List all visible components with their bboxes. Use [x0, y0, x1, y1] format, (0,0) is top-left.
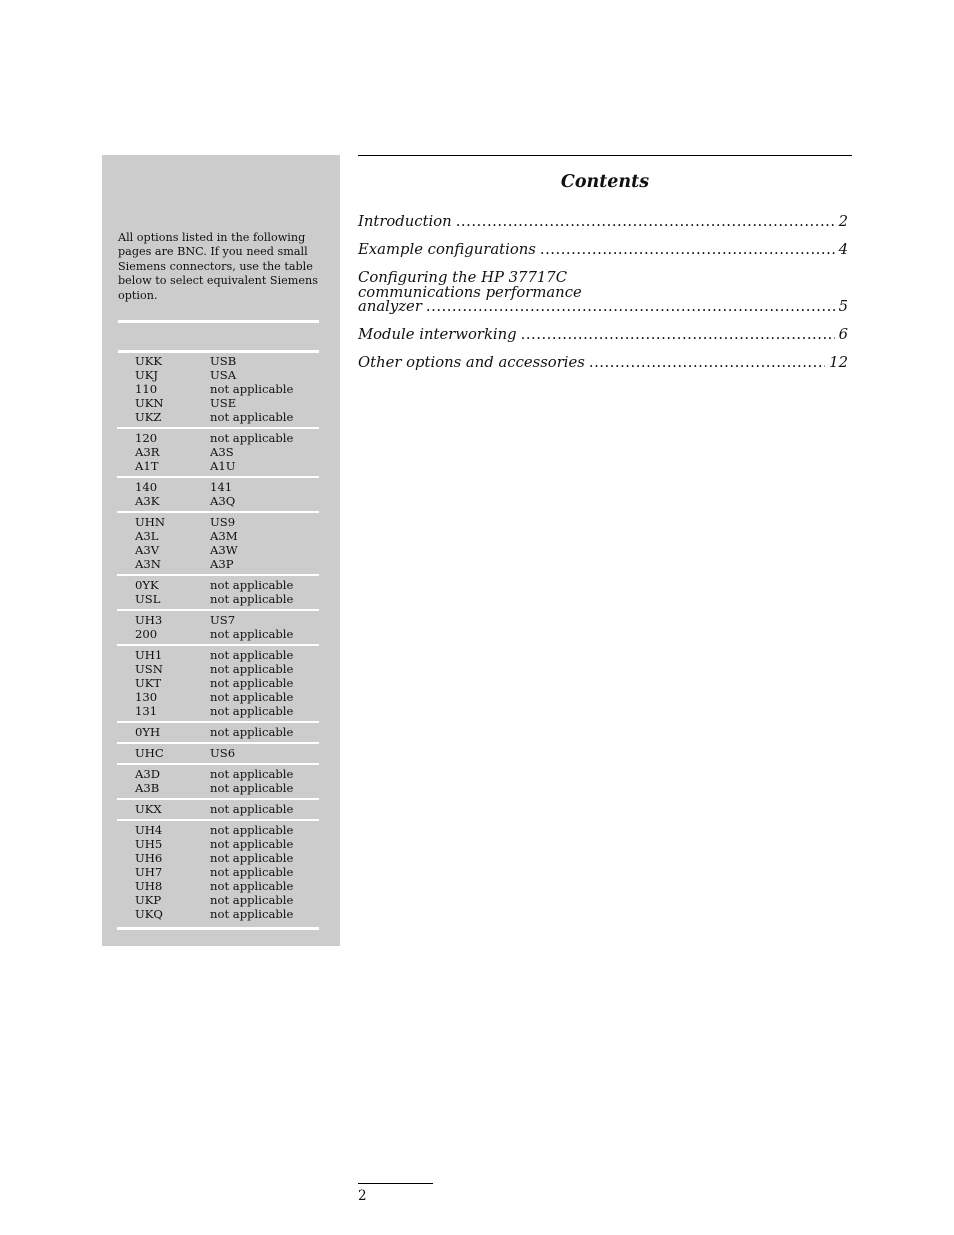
option-group [117, 800, 319, 821]
footer-rule [358, 1183, 433, 1184]
option-group [117, 611, 319, 646]
bnc-option-code: 130 [135, 690, 158, 704]
siemens-option-code: not applicable [210, 781, 294, 795]
bnc-option-code: 0YK [135, 578, 159, 592]
bnc-option-code: UKN [135, 396, 164, 410]
siemens-option-code: 141 [210, 480, 233, 494]
option-row [117, 396, 319, 410]
option-row [117, 851, 319, 865]
toc-entry-label: Other options and accessories [358, 354, 585, 371]
siemens-option-code: not applicable [210, 851, 294, 865]
siemens-option-code: not applicable [210, 893, 294, 907]
toc-entry-page: 4 [838, 241, 848, 258]
option-row [117, 648, 319, 662]
option-row [117, 690, 319, 704]
siemens-option-code: A3P [210, 557, 234, 571]
option-row [117, 837, 319, 851]
bnc-option-code: 120 [135, 431, 158, 445]
options-sidebar [102, 155, 340, 946]
siemens-option-code: not applicable [210, 837, 294, 851]
option-row [117, 613, 319, 627]
option-row [117, 704, 319, 718]
bnc-option-code: USN [135, 662, 163, 676]
option-row [117, 494, 319, 508]
siemens-option-code: not applicable [210, 690, 294, 704]
siemens-option-code: not applicable [210, 382, 294, 396]
bnc-option-code: UKX [135, 802, 162, 816]
toc-entry-label-line: communications performance [358, 283, 582, 301]
bnc-option-code: UKP [135, 893, 162, 907]
bnc-option-code: USL [135, 592, 161, 606]
contents-top-rule [358, 155, 852, 156]
option-row [117, 368, 319, 382]
dot-leader [589, 356, 825, 371]
siemens-option-code: not applicable [210, 662, 294, 676]
siemens-option-code: USA [210, 368, 237, 382]
bnc-option-code: UKQ [135, 907, 163, 921]
option-row [117, 879, 319, 893]
bnc-option-code: UKJ [135, 368, 159, 382]
option-row [117, 865, 319, 879]
option-row [117, 480, 319, 494]
option-group [117, 429, 319, 478]
siemens-option-code: A1U [210, 459, 236, 473]
bnc-option-code: UKT [135, 676, 162, 690]
option-row [117, 662, 319, 676]
option-row [117, 578, 319, 592]
bnc-option-code: UH8 [135, 879, 163, 893]
option-row [117, 515, 319, 529]
toc-entry-label: analyzer [358, 298, 422, 315]
option-row [117, 529, 319, 543]
option-row [117, 592, 319, 606]
bnc-option-code: UH1 [135, 648, 163, 662]
siemens-option-code: not applicable [210, 725, 294, 739]
option-group [117, 478, 319, 513]
siemens-option-code: not applicable [210, 648, 294, 662]
sidebar-intro-text: All options listed in the following pages are BNC. If you need small Siemens connectors, use the table below to select equivalent Siemens option. [118, 231, 318, 302]
toc-entry-label-line: Configuring the HP 37717C [358, 269, 568, 286]
option-row [117, 627, 319, 641]
option-group [117, 646, 319, 723]
bnc-option-code: 0YH [135, 725, 161, 739]
option-group [117, 765, 319, 800]
option-row [117, 907, 319, 921]
sidebar-divider [118, 320, 319, 323]
page-number: 2 [358, 1188, 367, 1204]
table-of-contents [358, 215, 848, 384]
siemens-option-code: USE [210, 396, 237, 410]
siemens-option-code: not applicable [210, 879, 294, 893]
bnc-option-code: UKZ [135, 410, 162, 424]
siemens-option-code: not applicable [210, 431, 294, 445]
toc-entry[interactable] [358, 243, 848, 258]
toc-entry-page: 6 [838, 326, 848, 343]
siemens-option-code: US6 [210, 746, 236, 760]
siemens-option-code: A3Q [210, 494, 236, 508]
siemens-option-code: not applicable [210, 823, 294, 837]
siemens-option-code: not applicable [210, 802, 294, 816]
option-row [117, 893, 319, 907]
toc-entry-label: Module interworking [358, 326, 517, 343]
option-row [117, 557, 319, 571]
option-row [117, 676, 319, 690]
option-group [117, 352, 319, 429]
bnc-option-code: 140 [135, 480, 158, 494]
bnc-option-code: A3V [135, 543, 160, 557]
option-row [117, 543, 319, 557]
siemens-option-code: not applicable [210, 865, 294, 879]
siemens-option-code: A3S [210, 445, 234, 459]
bnc-option-code: A3D [135, 767, 161, 781]
bnc-option-code: A3N [135, 557, 161, 571]
option-group [117, 513, 319, 576]
option-row [117, 802, 319, 816]
bnc-option-code: A3L [135, 529, 159, 543]
option-group [117, 723, 319, 744]
bnc-option-code: UH6 [135, 851, 163, 865]
siemens-option-code: not applicable [210, 410, 294, 424]
bnc-option-code: A1T [135, 459, 159, 473]
bnc-option-code: 131 [135, 704, 158, 718]
option-row [117, 354, 319, 368]
option-row [117, 382, 319, 396]
siemens-option-code: not applicable [210, 592, 294, 606]
toc-entry-label: Example configurations [358, 241, 536, 258]
option-group [117, 821, 319, 930]
siemens-option-code: US7 [210, 613, 236, 627]
siemens-option-code: A3M [210, 529, 238, 543]
option-group [117, 576, 319, 611]
siemens-option-code: USB [210, 354, 237, 368]
bnc-option-code: UKK [135, 354, 163, 368]
siemens-option-code: not applicable [210, 676, 294, 690]
dot-leader [540, 243, 835, 258]
option-row [117, 431, 319, 445]
siemens-option-code: not applicable [210, 767, 294, 781]
contents-title: Contents [560, 172, 650, 192]
dot-leader [521, 328, 835, 343]
dot-leader [426, 300, 835, 315]
siemens-option-code: US9 [210, 515, 236, 529]
toc-entry[interactable] [358, 215, 848, 230]
bnc-option-code: UHN [135, 515, 166, 529]
bnc-option-code: UH3 [135, 613, 163, 627]
option-row [117, 459, 319, 473]
bnc-option-code: 110 [135, 382, 158, 396]
siemens-option-code: not applicable [210, 907, 294, 921]
bnc-option-code: UH4 [135, 823, 163, 837]
option-row [117, 410, 319, 424]
toc-entry[interactable] [358, 356, 848, 371]
bnc-option-code: A3K [135, 494, 160, 508]
bnc-option-code: 200 [135, 627, 158, 641]
siemens-option-code: not applicable [210, 704, 294, 718]
toc-entry[interactable] [358, 271, 848, 315]
option-row [117, 823, 319, 837]
option-row [117, 767, 319, 781]
siemens-option-code: not applicable [210, 627, 294, 641]
siemens-option-code: A3W [210, 543, 238, 557]
toc-entry-page: 5 [838, 298, 848, 315]
toc-entry-label: Introduction [358, 213, 452, 230]
bnc-option-code: UHC [135, 746, 164, 760]
option-group [117, 744, 319, 765]
siemens-option-code: not applicable [210, 578, 294, 592]
option-row [117, 725, 319, 739]
toc-entry-page: 12 [829, 354, 848, 371]
bnc-option-code: UH5 [135, 837, 163, 851]
bnc-option-code: A3B [135, 781, 160, 795]
dot-leader [456, 215, 835, 230]
toc-entry-page: 2 [838, 213, 848, 230]
option-row [117, 445, 319, 459]
bnc-option-code: UH7 [135, 865, 163, 879]
bnc-option-code: A3R [135, 445, 160, 459]
option-row [117, 746, 319, 760]
option-row [117, 781, 319, 795]
toc-entry[interactable] [358, 328, 848, 343]
connector-option-table [117, 352, 319, 930]
